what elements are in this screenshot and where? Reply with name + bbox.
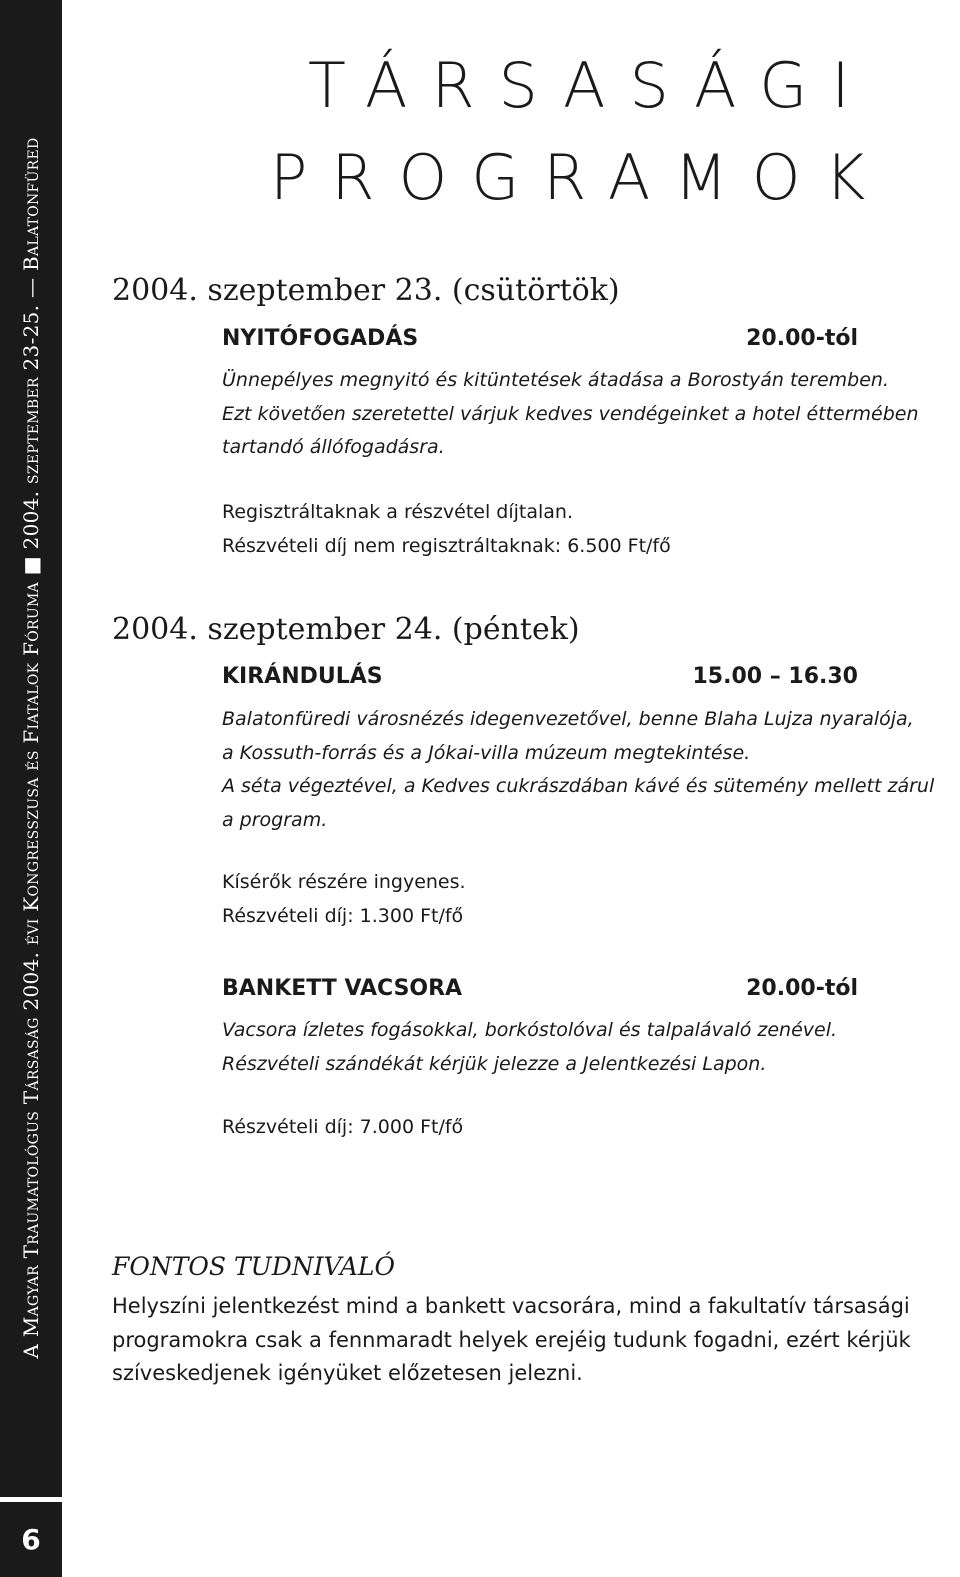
description-line: a program.: [222, 808, 328, 831]
description-line: tartandó állófogadásra.: [222, 436, 445, 458]
page-title-line2: PROGRAMOK: [270, 141, 890, 214]
info-line: Részvételi díj nem regisztráltaknak: 6.500 Ft/fő: [222, 534, 671, 557]
description-line: A séta végeztével, a Kedves cukrászdában kávé és sütemény mellett zárul: [222, 775, 935, 797]
info-line: Kísérők részére ingyenes.: [222, 871, 466, 893]
event-name: BANKETT VACSORA: [222, 976, 463, 1001]
notice-line: szíveskedjenek igényüket előzetesen jelezni.: [112, 1361, 583, 1385]
description-line: Ezt követően szeretettel várjuk kedves vendégeinket a hotel éttermében: [222, 402, 919, 425]
event-name: NYITÓFOGADÁS: [222, 326, 419, 351]
notice-body: [112, 1290, 932, 1391]
notice-title: FONTOS TUDNIVALÓ: [112, 1252, 396, 1281]
event-description: [222, 364, 932, 465]
event-header-nyitofogadas: [222, 326, 858, 351]
event-time: 15.00 – 16.30: [692, 664, 858, 689]
event-fee-info: [222, 866, 932, 933]
sidebar-band: [0, 0, 62, 1497]
event-fee-info: [222, 1111, 932, 1145]
page-title: [270, 40, 910, 224]
event-description: [222, 1014, 932, 1081]
event-header-bankett: [222, 976, 858, 1001]
description-line: Részvételi szándékát kérjük jelezze a Jelentkezési Lapon.: [222, 1052, 767, 1075]
info-line: Regisztráltaknak a részvétel díjtalan.: [222, 501, 573, 523]
info-line: Részvételi díj: 7.000 Ft/fő: [222, 1116, 464, 1138]
page-number: 6: [0, 1502, 62, 1577]
description-line: a Kossuth-forrás és a Jókai-villa múzeum megtekintése.: [222, 741, 751, 764]
description-line: Vacsora ízletes fogásokkal, borkóstolóval és talpalávaló zenével.: [222, 1019, 838, 1041]
running-header: A Magyar Traumatológus Társaság 2004. évi Kongresszusa és Fiatalok Fóruma ■ 2004. szeptember 23-25. — Balatonfüred: [19, 137, 43, 1359]
event-time: 20.00-tól: [746, 976, 858, 1001]
date-heading-day2: 2004. szeptember 24. (péntek): [112, 612, 580, 647]
date-heading-day1: 2004. szeptember 23. (csütörtök): [112, 273, 620, 308]
event-description: [222, 703, 935, 837]
notice-line: Helyszíni jelentkezést mind a bankett vacsorára, mind a fakultatív társasági: [112, 1294, 910, 1318]
event-header-kirandulas: [222, 664, 858, 689]
notice-line: programokra csak a fennmaradt helyek erejéig tudunk fogadni, ezért kérjük: [112, 1327, 911, 1352]
event-name: KIRÁNDULÁS: [222, 664, 383, 689]
event-fee-info: [222, 496, 932, 563]
description-line: Balatonfüredi városnézés idegenvezetővel, benne Blaha Lujza nyaralója,: [222, 708, 914, 730]
info-line: Részvételi díj: 1.300 Ft/fő: [222, 904, 464, 927]
event-time: 20.00-tól: [746, 326, 858, 351]
page-title-line1: TÁRSASÁGI: [308, 49, 874, 122]
description-line: Ünnepélyes megnyitó és kitüntetések átadása a Borostyán teremben.: [222, 369, 889, 391]
